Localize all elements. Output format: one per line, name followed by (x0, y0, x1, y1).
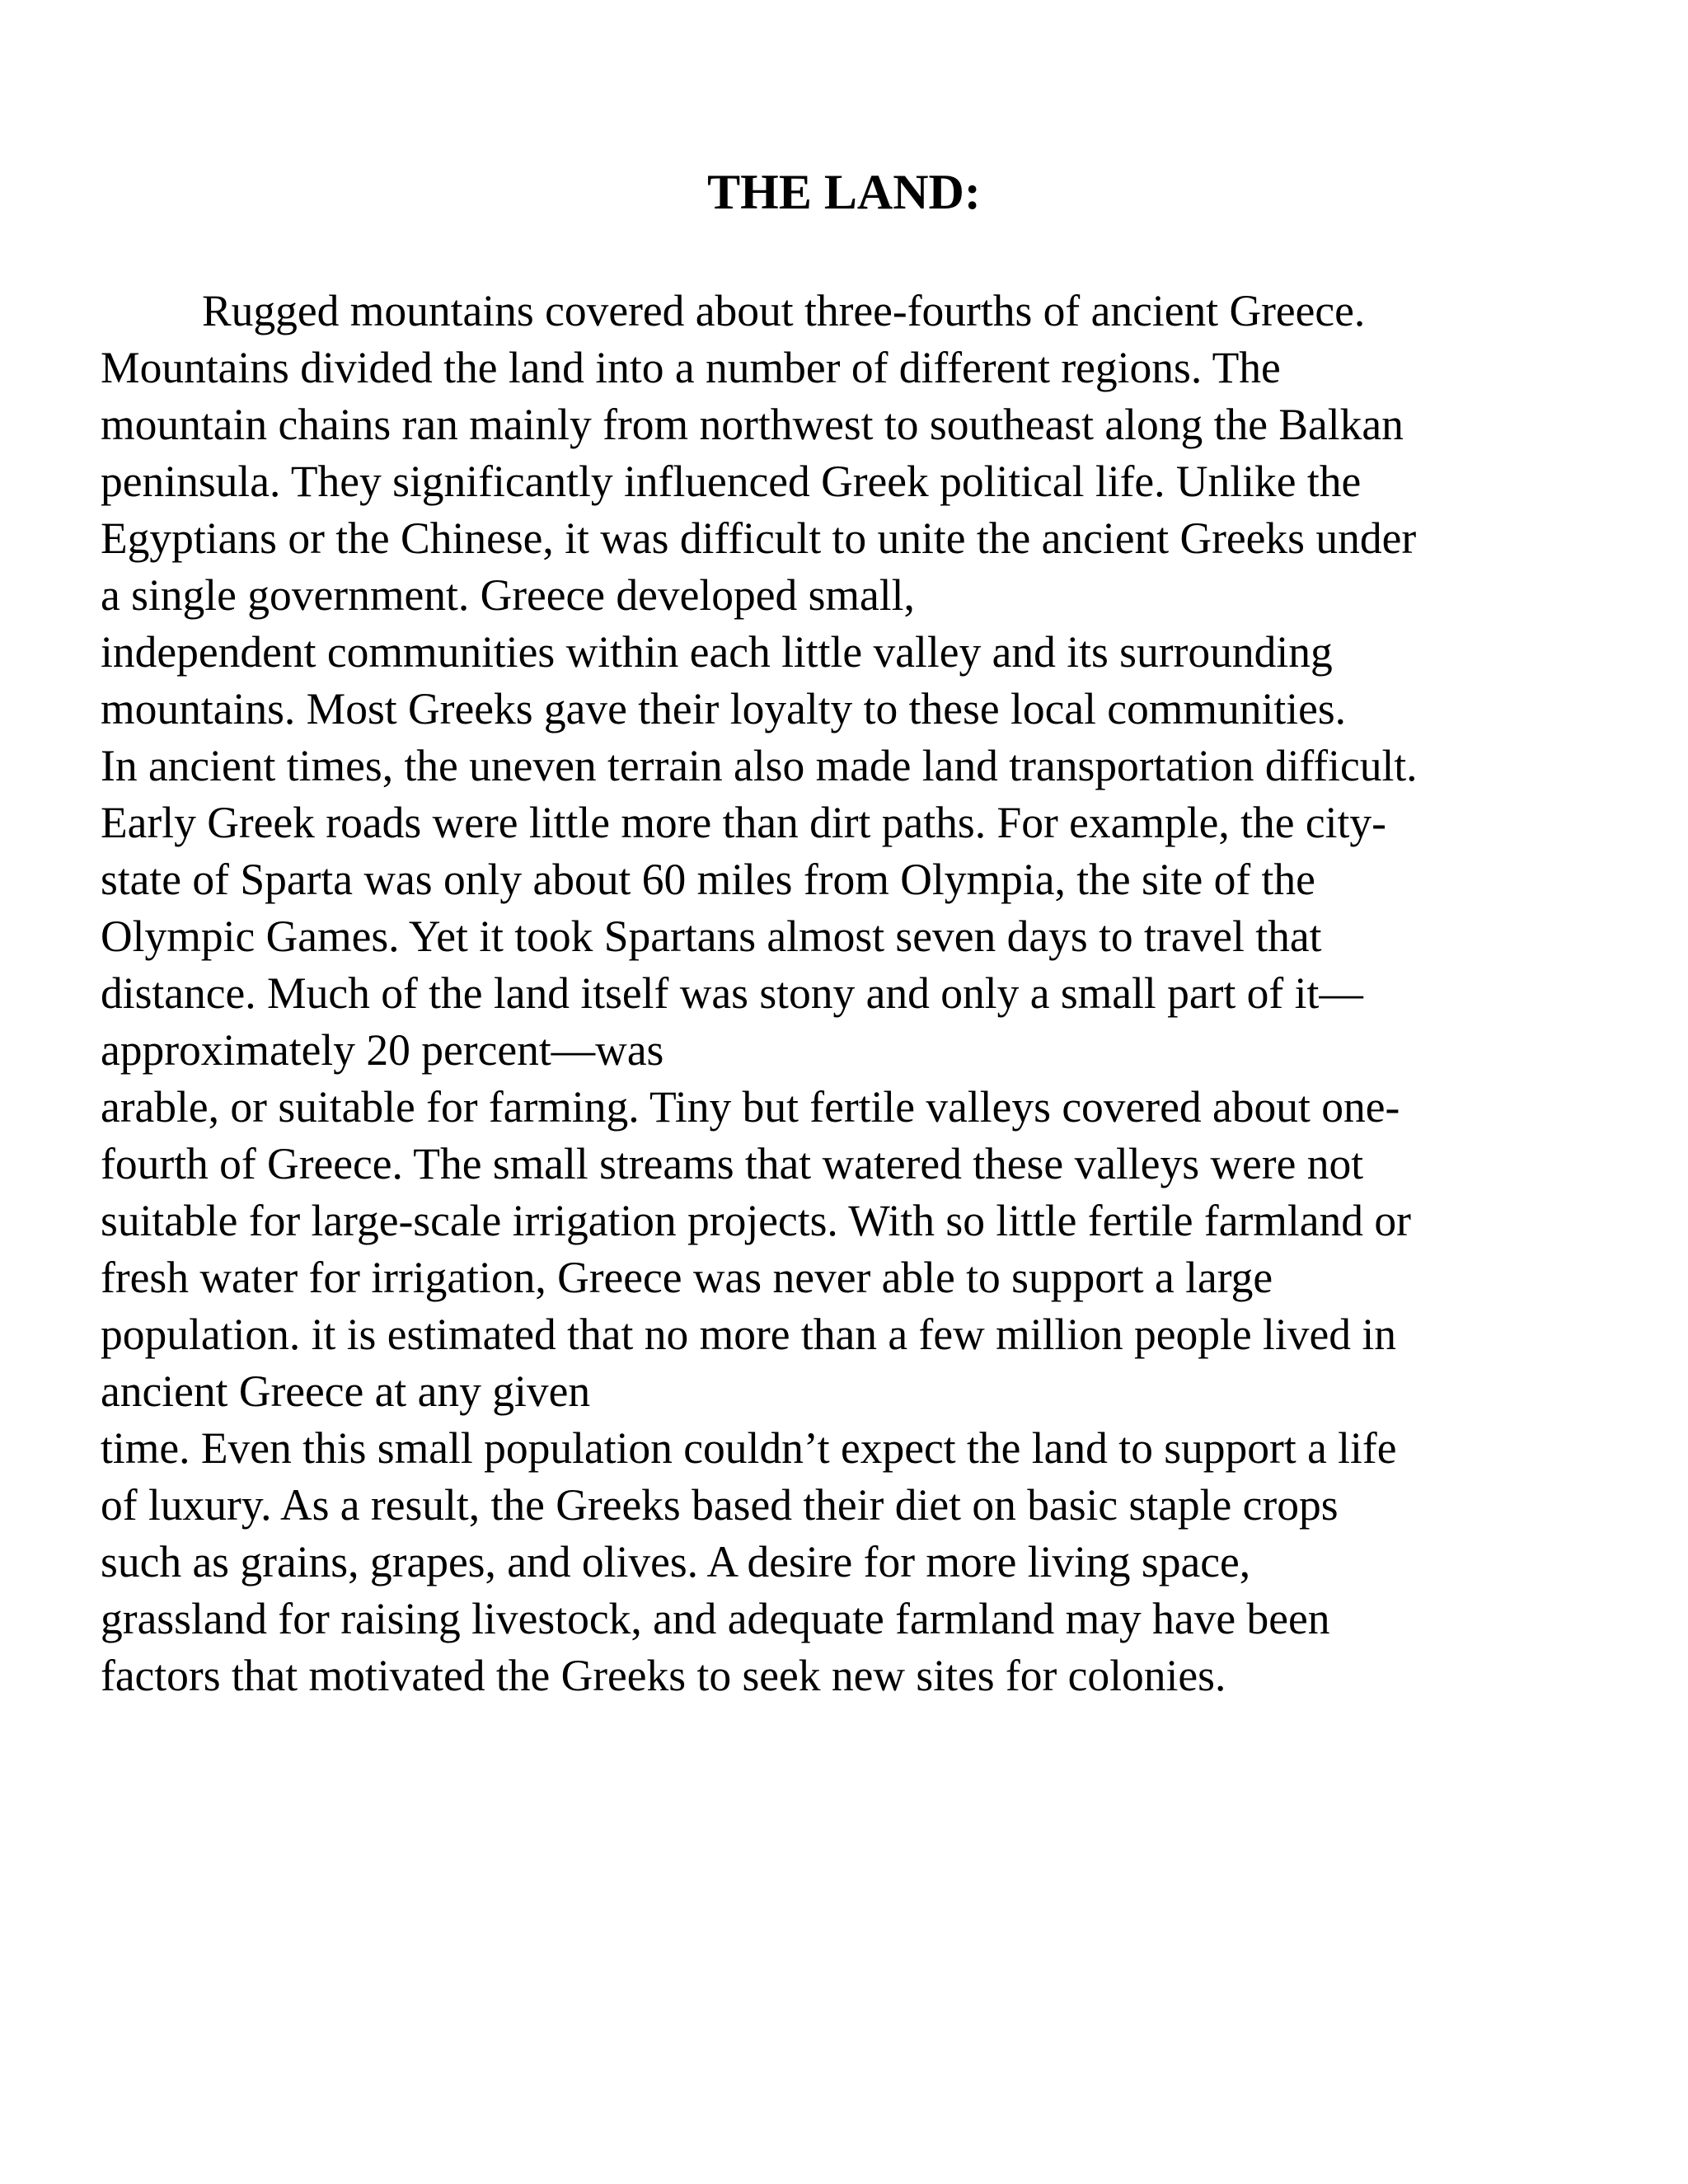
text-line: Egyptians or the Chinese, it was difficult to unite the ancient Greeks under (101, 513, 1417, 563)
text-line: mountain chains ran mainly from northwest to southeast along the Balkan (101, 400, 1404, 449)
text-line: independent communities within each little valley and its surrounding (101, 627, 1333, 677)
text-line: fresh water for irrigation, Greece was never able to support a large (101, 1253, 1273, 1302)
text-line: grassland for raising livestock, and adequate farmland may have been (101, 1594, 1330, 1643)
text-line: suitable for large-scale irrigation projects. With so little fertile farmland or (101, 1196, 1411, 1245)
text-line: of luxury. As a result, the Greeks based their diet on basic staple crops (101, 1480, 1339, 1530)
text-line: such as grains, grapes, and olives. A desire for more living space, (101, 1537, 1251, 1586)
text-line: Olympic Games. Yet it took Spartans almost seven days to travel that (101, 912, 1322, 961)
text-line: Rugged mountains covered about three-fourths of ancient Greece. (202, 286, 1366, 335)
text-line: population. it is estimated that no more than a few million people lived in (101, 1310, 1396, 1359)
page-title: THE LAND: (707, 165, 981, 219)
text-line: approximately 20 percent—was (101, 1025, 664, 1075)
body-paragraph (101, 283, 1634, 1704)
text-line: mountains. Most Greeks gave their loyalty to these local communities. (101, 684, 1347, 733)
text-line: fourth of Greece. The small streams that watered these valleys were not (101, 1139, 1364, 1188)
text-line: factors that motivated the Greeks to seek new sites for colonies. (101, 1651, 1226, 1700)
text-line: arable, or suitable for farming. Tiny but fertile valleys covered about one- (101, 1082, 1400, 1132)
text-line: state of Sparta was only about 60 miles from Olympia, the site of the (101, 855, 1315, 904)
text-line: In ancient times, the uneven terrain also made land transportation difficult. (101, 741, 1418, 790)
text-line: a single government. Greece developed small, (101, 570, 915, 620)
text-line: Early Greek roads were little more than dirt paths. For example, the city- (101, 798, 1386, 847)
text-line: Mountains divided the land into a number of different regions. The (101, 343, 1281, 392)
text-line: time. Even this small population couldn’t expect the land to support a life (101, 1423, 1397, 1473)
text-line: distance. Much of the land itself was stony and only a small part of it— (101, 968, 1363, 1018)
text-line: ancient Greece at any given (101, 1366, 591, 1416)
text-line: peninsula. They significantly influenced Greek political life. Unlike the (101, 457, 1362, 506)
